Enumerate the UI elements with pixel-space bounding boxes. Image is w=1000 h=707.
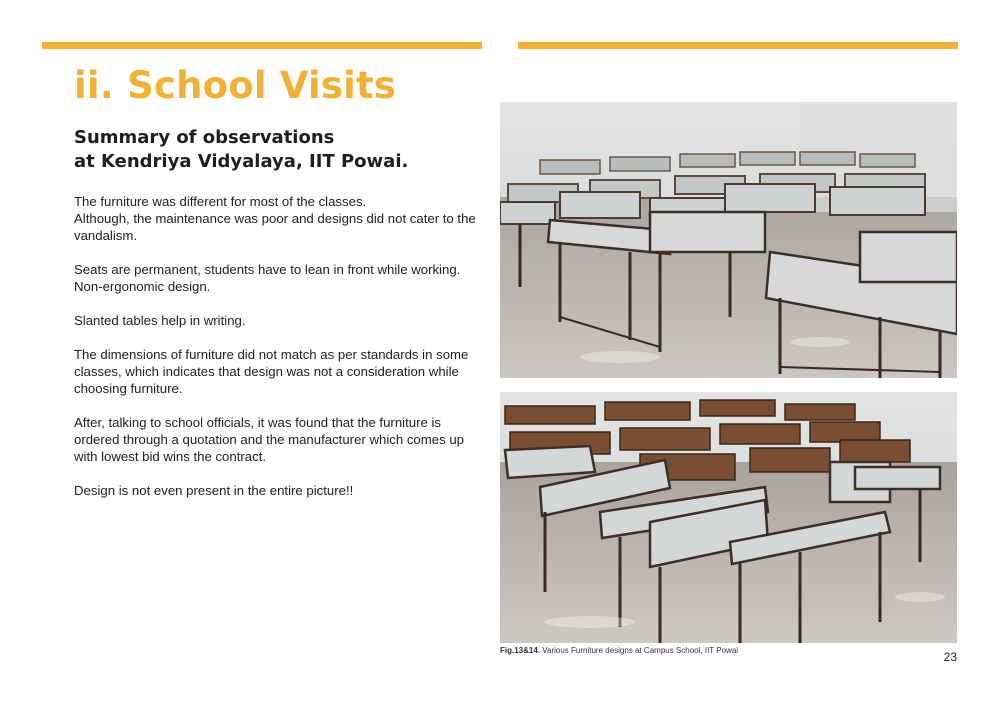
top-rule-left [42,42,482,49]
classroom-photo-mixed-benches-image [500,392,957,643]
observation-paragraph: Slanted tables help in writing. [74,313,246,328]
observation-paragraph: After, talking to school officials, it was found that the furniture is ordered through a quotation and the manufacturer which comes up with lowest bid wins the contract. [74,415,465,464]
classroom-photo-grey-desks [500,102,957,378]
observation-paragraph: Design is not even present in the entire picture!! [74,483,354,498]
summary-heading: Summary of observations [74,127,335,148]
classroom-photo-mixed-benches [500,392,957,643]
observation-paragraph: The furniture was different for most of the classes. Although, the maintenance was poor and designs did not cater to the vandalism. [74,194,476,243]
summary-subheading: at Kendriya Vidyalaya, IIT Powai. [74,151,409,172]
top-rule-right [518,42,958,49]
page-title: ii. School Visits [74,64,397,107]
observation-paragraph: Seats are permanent, students have to lean in front while working. Non-ergonomic design. [74,262,461,294]
figure-reference: Fig.13&14. [500,646,541,655]
observation-paragraph: The dimensions of furniture did not match as per standards in some classes, which indicates that design was not a consideration while choosing furniture. [74,347,469,396]
page-number: 23 [943,650,957,664]
figure-caption-text: Various Furniture designs at Campus School, IIT Powai [542,646,739,655]
observations-text [74,193,486,516]
summary-heading-block [74,126,484,174]
figure-caption [500,646,738,656]
classroom-photo-grey-desks-image [500,102,957,378]
